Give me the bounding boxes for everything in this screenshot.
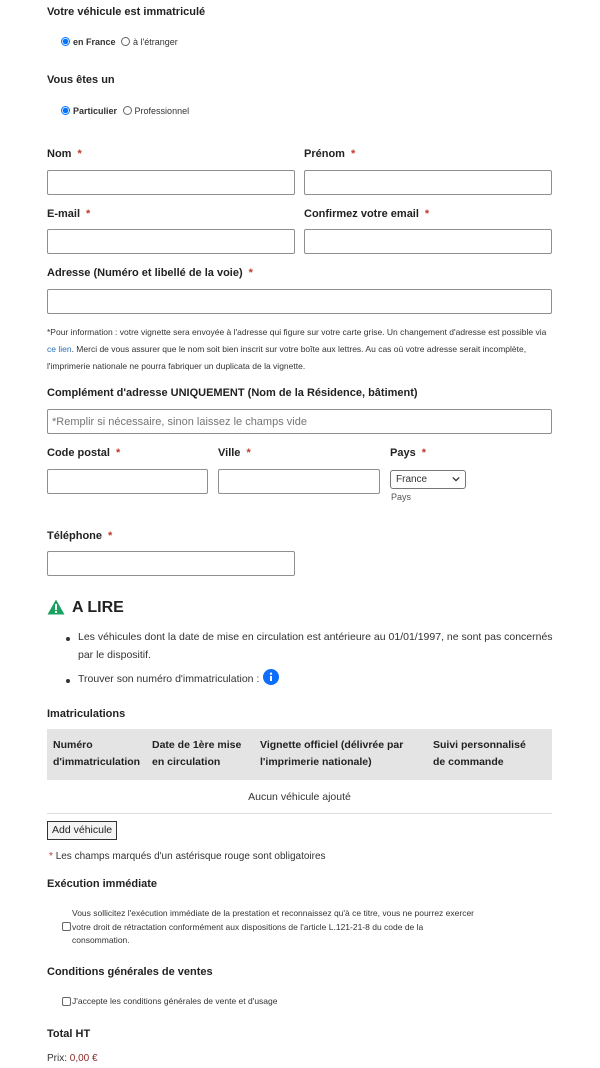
adresse-label: Adresse (Numéro et libellé de la voie) * (47, 267, 253, 279)
execution-checkbox[interactable] (62, 922, 71, 931)
code-postal-input[interactable] (47, 469, 208, 494)
ville-label: Ville * (218, 447, 251, 459)
price-label: Prix: (47, 1053, 67, 1064)
column-header-suivi: Suivi personnalisé de commande (433, 739, 526, 768)
radio-etranger-label: à l'étranger (133, 37, 178, 47)
table-empty-text: Aucun véhicule ajouté (248, 791, 351, 803)
bullet-dot (66, 679, 70, 683)
email-input[interactable] (47, 229, 295, 254)
radio-en-france[interactable] (61, 37, 178, 47)
chevron-down-icon (452, 475, 460, 483)
address-note-line3: l'imprimerie nationale ne pourra fabriquer un duplicata de la vignette. (47, 361, 306, 371)
radio-professionnel-label: Professionnel (134, 106, 190, 116)
radio-en-france-control[interactable] (61, 37, 70, 46)
price-value: 0,00 € (69, 1053, 98, 1064)
cgv-title: Conditions générales de ventes (47, 966, 213, 978)
warning-icon (47, 599, 65, 615)
radio-type-group (61, 106, 189, 116)
radio-professionnel-control[interactable] (123, 106, 132, 115)
add-vehicule-button[interactable]: Add véhicule (47, 821, 117, 840)
telephone-label: Téléphone * (47, 530, 113, 542)
info-icon[interactable] (263, 669, 279, 685)
radio-en-france-label: en France (73, 37, 116, 47)
ville-input[interactable] (218, 469, 380, 494)
nom-label: Nom * (47, 148, 82, 160)
address-note-line1: *Pour information : votre vignette sera envoyée à l'adresse qui figure sur votre carte grise. Un changement d'adresse est possible via (47, 327, 547, 337)
type-title: Vous êtes un (47, 74, 115, 86)
cgv-label: J'accepte les conditions générales de vente et d'usage (72, 996, 278, 1006)
execution-text: Vous sollicitez l'exécution immédiate de la prestation et reconnaissez qu'à ce titre, vous ne pourrez exercer votre droit de rétractation conformément aux dispositions de l'article L.121-21-8 du code de la consommation. (72, 908, 475, 945)
pays-select[interactable] (390, 470, 466, 489)
complement-placeholder: *Remplir si nécessaire, sinon laissez le champs vide (52, 416, 307, 428)
column-header-date: Date de 1ère mise en circulation (152, 739, 242, 768)
pays-sublabel: Pays (391, 492, 412, 502)
address-change-link[interactable]: ce lien (47, 344, 72, 354)
pays-select-value: France (396, 474, 428, 485)
alerte-bullet-2: Trouver son numéro d'immatriculation : (78, 673, 260, 685)
immatriculation-title: Votre véhicule est immatriculé (47, 6, 206, 18)
pays-label: Pays * (390, 447, 426, 459)
column-header-vignette: Vignette officiel (délivrée par l'imprimerie nationale) (260, 739, 404, 768)
complement-label: Complément d'adresse UNIQUEMENT (Nom de la Résidence, bâtiment) (47, 387, 418, 399)
cgv-checkbox[interactable] (62, 997, 71, 1006)
address-note (47, 324, 557, 375)
email-confirm-label: Confirmez votre email * (304, 208, 430, 220)
price-row (47, 1053, 98, 1064)
prenom-label: Prénom * (304, 148, 356, 160)
immatriculations-title: Imatriculations (47, 708, 126, 720)
alerte-bullet-1: Les véhicules dont la date de mise en circulation est antérieure au 01/01/1997, ne sont pas concernés par le dispositif. (78, 631, 553, 661)
total-title: Total HT (47, 1028, 91, 1040)
radio-particulier-label: Particulier (73, 106, 118, 116)
table-empty-row (47, 780, 552, 814)
alerte-title: A LIRE (72, 599, 124, 616)
bullet-dot (66, 637, 70, 641)
complement-input[interactable] (47, 409, 552, 434)
execution-title: Exécution immédiate (47, 878, 158, 890)
required-note: * Les champs marqués d'un astérisque rouge sont obligatoires (49, 851, 326, 862)
adresse-input[interactable] (47, 289, 552, 314)
code-postal-label: Code postal * (47, 447, 121, 459)
column-header-numero: Numéro d'immatriculation (53, 739, 141, 768)
radio-etranger-control[interactable] (121, 37, 130, 46)
email-confirm-input[interactable] (304, 229, 552, 254)
radio-particulier-control[interactable] (61, 106, 70, 115)
nom-input[interactable] (47, 170, 295, 195)
telephone-input[interactable] (47, 551, 295, 576)
address-note-line2: ce lien. Merci de vous assurer que le nom soit bien inscrit sur votre boîte aux lettres. Au cas où votre adresse serait incomplète, (47, 344, 527, 354)
email-label: E-mail * (47, 208, 91, 220)
prenom-input[interactable] (304, 170, 552, 195)
